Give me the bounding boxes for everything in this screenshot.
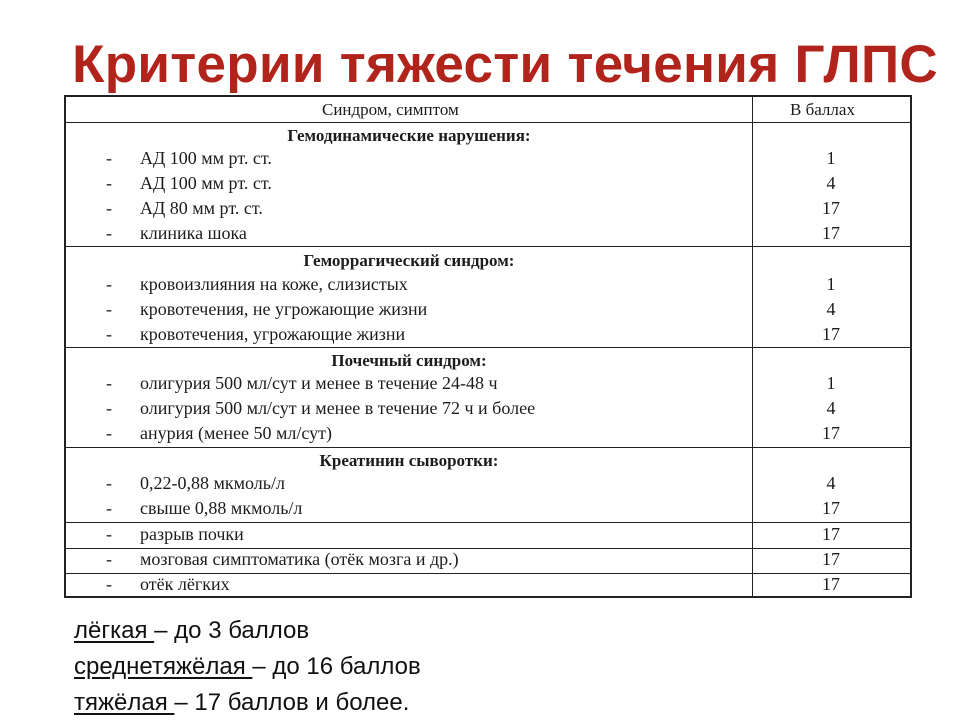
- row-score: 4: [826, 173, 836, 193]
- row-score: 1: [826, 373, 836, 393]
- row-dash: -: [106, 274, 112, 294]
- row-text: АД 80 мм рт. ст.: [140, 198, 263, 218]
- table-row: [66, 324, 910, 348]
- row-text: кровотечения, не угрожающие жизни: [140, 299, 428, 319]
- table-row: [66, 524, 910, 548]
- legend-mild: [74, 617, 309, 645]
- section-heading-renal: Почечный синдром:: [331, 351, 487, 370]
- header-symptom: Синдром, симптом: [322, 100, 459, 119]
- table-row: [66, 574, 910, 598]
- legend-text: – до 16 баллов: [252, 653, 421, 680]
- row-text: кровоизлияния на коже, слизистых: [140, 274, 408, 294]
- row-text: анурия (менее 50 мл/сут): [140, 423, 333, 443]
- legend-term: лёгкая: [74, 617, 155, 644]
- table-row: [66, 173, 910, 197]
- row-score: 1: [826, 148, 836, 168]
- row-text: мозговая симптоматика (отёк мозга и др.): [140, 549, 459, 569]
- row-score: 4: [826, 473, 836, 493]
- legend-text: – 17 баллов и более.: [174, 689, 410, 716]
- row-score: 1: [826, 274, 836, 294]
- row-score: 17: [822, 498, 840, 518]
- row-text: свыше 0,88 мкмоль/л: [140, 498, 303, 518]
- section-heading-hemodynamic: Гемодинамические нарушения:: [287, 126, 531, 145]
- row-text: 0,22-0,88 мкмоль/л: [140, 473, 285, 493]
- table-row: [66, 198, 910, 222]
- row-score: 17: [822, 223, 840, 243]
- row-divider: [66, 347, 910, 348]
- table-row: [66, 473, 910, 497]
- table-row: [66, 423, 910, 447]
- header-score: В баллах: [790, 100, 855, 119]
- row-text: кровотечения, угрожающие жизни: [140, 324, 406, 344]
- row-divider: [66, 246, 910, 247]
- row-dash: -: [106, 223, 112, 243]
- row-dash: -: [106, 324, 112, 344]
- row-divider: [66, 447, 910, 448]
- table-row: [66, 498, 910, 522]
- row-score: 4: [826, 398, 836, 418]
- severity-table: [64, 95, 912, 598]
- legend-severe: [74, 689, 409, 717]
- row-text: АД 100 мм рт. ст.: [140, 148, 272, 168]
- row-text: отёк лёгких: [140, 574, 230, 594]
- row-text: олигурия 500 мл/сут и менее в течение 72 ч и более: [140, 398, 536, 418]
- section-heading-creatinine: Креатинин сыворотки:: [319, 451, 499, 470]
- row-score: 4: [826, 299, 836, 319]
- row-divider: [66, 122, 910, 123]
- row-score: 17: [822, 324, 840, 344]
- row-score: 17: [822, 198, 840, 218]
- row-dash: -: [106, 299, 112, 319]
- row-dash: -: [106, 473, 112, 493]
- slide-title: Критерии тяжести течения ГЛПС: [72, 35, 938, 94]
- row-score: 17: [822, 574, 840, 594]
- row-text: олигурия 500 мл/сут и менее в течение 24-48 ч: [140, 373, 498, 393]
- row-score: 17: [822, 423, 840, 443]
- row-dash: -: [106, 549, 112, 569]
- row-divider: [66, 522, 910, 523]
- row-score: 17: [822, 524, 840, 544]
- row-text: клиника шока: [140, 223, 247, 243]
- legend-text: – до 3 баллов: [154, 617, 310, 644]
- section-heading-hemorrhagic: Геморрагический синдром:: [303, 251, 515, 270]
- legend-term: среднетяжёлая: [74, 653, 253, 680]
- row-dash: -: [106, 173, 112, 193]
- row-text: разрыв почки: [140, 524, 244, 544]
- table-row: [66, 373, 910, 397]
- row-dash: -: [106, 148, 112, 168]
- legend-term: тяжёлая: [74, 689, 175, 716]
- legend-moderate: [74, 653, 421, 681]
- table-row: [66, 274, 910, 298]
- table-row: [66, 398, 910, 422]
- table-row: [66, 148, 910, 172]
- row-dash: -: [106, 198, 112, 218]
- table-row: [66, 223, 910, 247]
- row-dash: -: [106, 423, 112, 443]
- row-dash: -: [106, 574, 112, 594]
- row-dash: -: [106, 498, 112, 518]
- table-row: [66, 549, 910, 573]
- row-text: АД 100 мм рт. ст.: [140, 173, 272, 193]
- table-row: [66, 299, 910, 323]
- row-dash: -: [106, 524, 112, 544]
- row-dash: -: [106, 373, 112, 393]
- row-score: 17: [822, 549, 840, 569]
- row-dash: -: [106, 398, 112, 418]
